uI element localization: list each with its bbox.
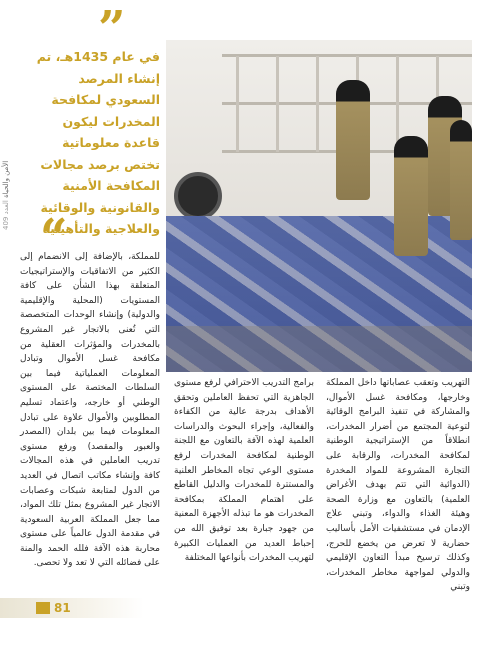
side-label-magazine: الأمن والحياة xyxy=(2,160,10,198)
close-quote-mark-icon: “ xyxy=(40,209,68,265)
article-column-right: التهريب وتعقب عصاباتها داخل المملكة وخارجها، ومكافحة غسل الأموال، والمشاركة في تنفيذ البرامج الوقائية لتوعية المجتمع من أضرار المخدرات، انطلاقاً من الإستراتيجية الوطنية لمكافحة المخدرات، والرقابة على التجارة المشروعة للمواد المخدرة (الدوائية التي تتم بهدف الأغراض العلمية) بالتعاون مع وزارة الصحة وهيئة الغذاء والدواء، وتبني علاج الإدمان في مستشفيات الأمل بأساليب حضارية لا تعرض من يخضع للحرج، وكذلك ترسيخ مبدأ التعاون الإقليمي والدولي لمواجهة مخاطر المخدرات، وتبني xyxy=(326,378,470,593)
page-number: 81 xyxy=(54,601,71,615)
officer-figure xyxy=(394,136,428,256)
open-quote-mark-icon: ” xyxy=(98,1,126,57)
officer-figure xyxy=(336,80,370,200)
article-column-middle: برامج التدريب الاحترافي لرفع مستوى الجاهزية التي تحفظ العاملين وتحقق الأهداف بدرجة عالية من الكفاءة والفعالية، وإجراء البحوث والدراسات العلمية لهذه الآفة بالتعاون مع اللجنة الوطنية لمكافحة المخدرات لرفع مستوى الوعي تجاه المخاطر العلنية والمستترة للمخدرات والدليل القاطع على اهتمام المملكة بمكافحة المخدرات هو ما تبذله الأجهزة المعنية من جهود جبارة بعد توفيق الله من إحباط العديد من العمليات الكبيرة لتهريب المخدرات بأنواعها المختلفة xyxy=(174,378,314,564)
officer-figure xyxy=(450,120,472,240)
side-label-issue: العدد 409 xyxy=(2,200,10,230)
side-section-label xyxy=(2,120,16,230)
pull-quote: في عام 1435هـ، تم إنشاء المرصد السعودي لمكافحة المخدرات ليكون قاعدة معلوماتية تختص برصد مجالات المكافحة الأمنية والقانونية والوقائية والعلاجية والتأهيلية xyxy=(36,49,160,236)
page-number-marker xyxy=(36,602,50,614)
drug-seizure-photo xyxy=(166,40,472,372)
truck-wheel xyxy=(174,172,222,220)
article-column-left: للمملكة، بالإضافة إلى الانضمام إلى الكثير من الاتفاقيات والإستراتيجيات المتعلقة بهذا الشأن على كافة المستويات (المحلية والإقليمية والدولية) وإنشاء الوحدات المتخصصة التي تُعنى بالاتجار غير المشروع بالمخدرات والمؤثرات العقلية من مكافحة غسل الأموال وتبادل المعلومات العملياتية فيما بين السلطات المختصة على المستوى الوطني أو خارجه، واعتماد تسليم المطلوبين والأموال علاوة على تبادل المعلومات فيما بين بلدان (المصدر والعبور والمقصد) ورفع مستوى تدريب العاملين في هذه المجالات كافة وإنشاء مكاتب اتصال في العديد من الدول لمتابعة شبكات وعصابات الاتجار غير المشروع بمثل تلك المواد، مما جعل المملكة العربية السعودية في مقدمة الدول عالمياً على مستوى محاربة هذه الآفة فلله الحمد والمنة على فضائله التي لا تعد ولا تحصى. xyxy=(20,252,160,569)
